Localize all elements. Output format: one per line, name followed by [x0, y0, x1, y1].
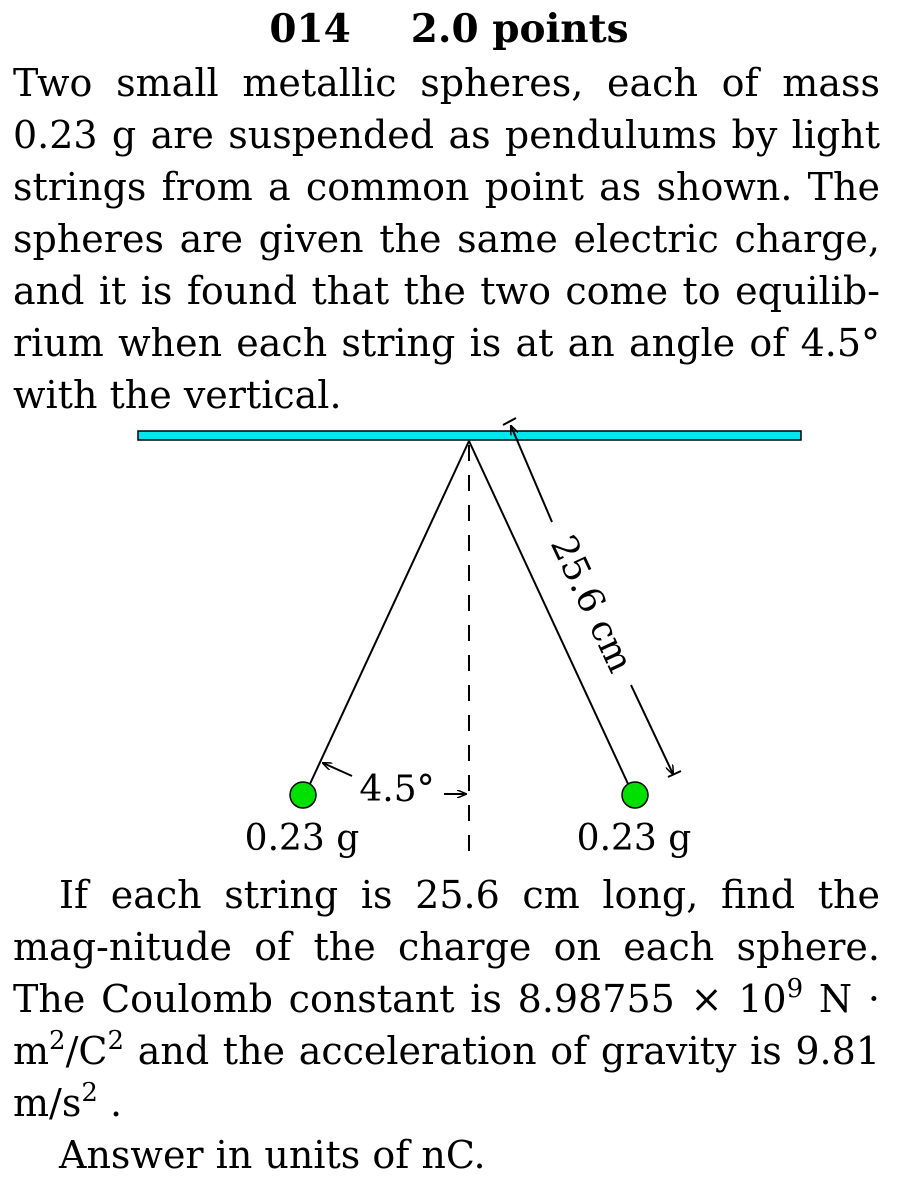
- angle-label: 4.5°: [359, 769, 435, 810]
- length-dimension-tick-top: [503, 418, 516, 425]
- question-block: [13, 869, 880, 1181]
- problem-points: 2.0 points: [410, 6, 629, 52]
- right-mass-label: 0.23 g: [576, 818, 692, 859]
- angle-arrow-left: [323, 763, 352, 776]
- problem-intro: [13, 57, 880, 421]
- intro-text: Two small metallic spheres, each of mass 0.23 g are suspended as pendulums by light strings from a common point as shown. The spheres are given the same electric charge, and it is found that the two come to equilib-rium when each string is at an angle of 4.5° with the vertical.: [13, 61, 880, 417]
- answer-units: Answer in units of nC.: [59, 1133, 486, 1177]
- left-string: [309, 441, 469, 786]
- pendulum-figure: [0, 410, 898, 870]
- problem-number: 014: [269, 6, 351, 52]
- length-dimension-lower: [631, 685, 673, 774]
- left-mass-label: 0.23 g: [244, 818, 360, 859]
- ceiling-bar: [138, 431, 801, 440]
- length-dimension-tick-bottom: [668, 771, 681, 777]
- question-text: If each string is 25.6 cm long, find the mag-nitude of the charge on each sphere. The Coulomb constant is $8.98755 \times 10^9$ $N \cdot m^2/C^2$ and the acceleration of gravity is 9.81 $m/s^2$ .: [13, 873, 880, 1125]
- left-sphere: [290, 782, 316, 808]
- problem-header: [0, 6, 898, 52]
- length-label: 25.6 cm: [542, 529, 641, 679]
- right-sphere: [622, 782, 648, 808]
